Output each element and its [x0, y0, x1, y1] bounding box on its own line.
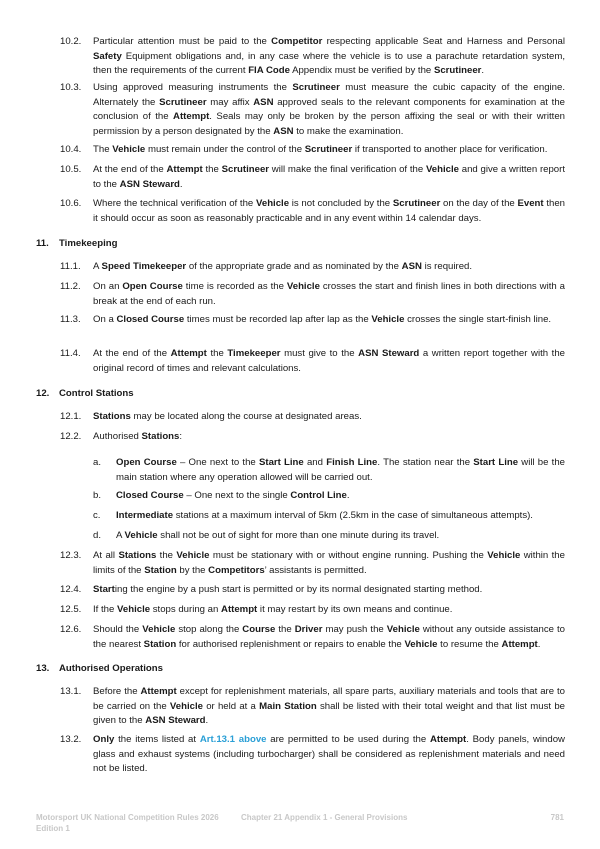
section-heading-control-stations — [36, 387, 134, 402]
text-run: time is recorded as the — [182, 281, 287, 292]
text-run: will be the main station where any operation allowed will be carried out. — [116, 457, 566, 483]
subclause-letter: a. — [93, 457, 102, 468]
section-heading-authorised-operations — [36, 662, 163, 677]
clause-number: 10.6. — [60, 198, 82, 209]
text-run: shall be listed with their total weight and that list must be given to the — [93, 700, 565, 727]
clause-text — [93, 260, 565, 275]
text-run: . The station near the — [377, 457, 474, 468]
defined-term: Vehicle — [487, 550, 521, 561]
text-run: is not concluded by the — [289, 198, 393, 209]
footer-edition: Edition 1 — [36, 824, 70, 833]
defined-term: Scrutineer — [392, 198, 441, 209]
clause-text — [93, 430, 565, 445]
defined-term: Vehicle — [112, 144, 146, 155]
subclause-text — [116, 509, 565, 524]
subclause-letter: c. — [93, 510, 101, 521]
clause-number: 12.5. — [60, 604, 82, 615]
clause-11-1 — [60, 260, 565, 275]
text-run: then it should occur as soon as reasonably practicable and in any event within 14 calendar days. — [93, 198, 566, 224]
subclause-c — [93, 509, 565, 524]
clause-text — [93, 347, 565, 376]
clause-13-2 — [60, 733, 565, 777]
text-run: crosses the single start-finish line. — [404, 314, 552, 325]
subclause-letter: b. — [93, 490, 102, 501]
footer-left — [36, 812, 219, 834]
section-number: 11. — [36, 238, 49, 249]
defined-term: Start Line — [258, 457, 304, 468]
clause-number: 12.6. — [60, 624, 82, 635]
defined-term: ASN — [253, 96, 274, 108]
text-run: may push the — [322, 624, 387, 635]
text-run: respecting applicable Seat and Harness and Personal — [322, 36, 565, 47]
text-run: shall not be out of sight for more than one minute during its travel. — [157, 530, 440, 541]
footer-chapter: Chapter 21 Appendix 1 - General Provisions — [241, 813, 408, 822]
clause-text — [93, 35, 565, 79]
text-run: A — [116, 530, 125, 541]
text-run: . Body panels, window glass and exhaust systems (including turbocharger) shall be considered as replenishment materials and need not be listed. — [93, 734, 565, 775]
text-run: – One next to the single — [183, 490, 291, 501]
defined-term: Closed Course — [116, 314, 185, 325]
defined-term: Attempt — [166, 164, 203, 175]
text-run: On a — [93, 314, 117, 325]
text-run: . Seals may only be broken by the person affixing the seal or with their written permission by a person designated by the — [93, 111, 565, 137]
clause-12-3 — [60, 549, 565, 578]
defined-term: Competitor — [271, 36, 323, 47]
defined-term: Attempt — [173, 111, 210, 123]
text-run: . — [205, 715, 209, 727]
defined-term: Open Course — [116, 457, 177, 468]
clause-number: 12.4. — [60, 584, 82, 595]
clause-11-2 — [60, 280, 565, 309]
defined-term: Vehicle — [386, 624, 420, 635]
clause-number: 11.1. — [60, 261, 81, 272]
text-run: it may restart by its own means and continue. — [257, 604, 453, 615]
defined-term: Course — [242, 624, 276, 635]
text-run: . — [537, 638, 541, 650]
subclause-d — [93, 529, 565, 544]
defined-term: Vehicle — [255, 198, 290, 209]
defined-term: Station — [143, 638, 177, 650]
clause-11-4 — [60, 347, 565, 376]
text-run: Where the technical verification of the — [93, 198, 256, 209]
text-run: If the — [93, 604, 117, 615]
text-run: The — [93, 144, 113, 155]
clause-text — [93, 410, 565, 425]
defined-term: Driver — [294, 624, 323, 635]
defined-term: Open Course — [122, 281, 183, 292]
defined-term: Scrutineer — [304, 144, 353, 155]
defined-term: Attempt — [501, 638, 538, 650]
defined-term: Vehicle — [124, 530, 158, 541]
clause-number: 11.4. — [60, 348, 81, 359]
defined-term: Intermediate — [116, 510, 174, 521]
defined-term: Attempt — [140, 686, 177, 697]
defined-term: Safety — [93, 50, 122, 62]
text-run: the — [275, 624, 295, 635]
text-run: must remain under the control of the — [145, 144, 305, 155]
text-run: At the end of the — [93, 348, 171, 359]
section-title: Timekeeping — [59, 238, 118, 249]
subclause-a — [93, 456, 565, 485]
defined-term: Stations — [93, 411, 131, 422]
defined-term: Timekeeper — [227, 348, 281, 359]
defined-term: ASN — [273, 125, 294, 137]
text-run: On an — [93, 281, 123, 292]
text-run: . — [179, 178, 183, 190]
clause-number: 10.5. — [60, 164, 82, 175]
text-run: to make the examination. — [293, 125, 404, 137]
clause-text — [93, 685, 565, 729]
defined-term: Vehicle — [142, 624, 176, 635]
text-run: crosses the start and finish lines in both directions with a break at the end of each run. — [93, 281, 565, 307]
text-run: will make the final verification of the — [269, 164, 426, 175]
clause-12-2 — [60, 430, 565, 445]
defined-term: ASN Steward — [145, 715, 206, 727]
defined-term: Start Line — [473, 457, 519, 468]
subclause-text — [116, 456, 565, 485]
defined-term: Competitors — [208, 564, 265, 576]
defined-term: Start — [93, 584, 115, 595]
text-run: must give to the — [280, 348, 359, 359]
text-run: : — [179, 431, 183, 442]
defined-term: ASN Steward — [119, 178, 180, 190]
clause-text — [93, 197, 565, 226]
clause-text — [93, 603, 565, 618]
defined-term: Attempt — [429, 734, 467, 745]
clause-text — [93, 313, 565, 328]
text-run: to resume the — [437, 638, 502, 650]
subclause-b — [93, 489, 565, 504]
clause-10-2 — [60, 35, 565, 79]
clause-10-5 — [60, 163, 565, 192]
text-run: of the appropriate grade and as nominated by the — [186, 261, 402, 272]
text-run: the — [206, 348, 228, 359]
text-run: and give a written report to the — [93, 164, 566, 190]
defined-term: Vehicle — [169, 700, 203, 712]
text-run: Before the — [93, 686, 141, 697]
clause-text — [93, 549, 565, 578]
clause-number: 12.3. — [60, 550, 82, 561]
text-run: Appendix must be verified by the — [289, 65, 434, 77]
clause-number: 10.2. — [60, 36, 82, 47]
text-run: approved seals to the relevant components for examination at the conclusion of the — [93, 96, 566, 123]
clause-12-6 — [60, 623, 565, 652]
text-run: times must be recorded lap after lap as the — [184, 314, 372, 325]
text-run: Equipment obligations and, in any case where the vehicle is to use a parachute retardation system, then the requirements of the current — [93, 50, 565, 77]
section-title: Control Stations — [59, 388, 134, 399]
section-number: 13. — [36, 663, 50, 674]
defined-term: Attempt — [170, 348, 207, 359]
clause-10-4 — [60, 143, 565, 158]
defined-term: Closed Course — [116, 490, 184, 501]
text-run: A — [93, 261, 102, 272]
text-run: Authorised — [93, 431, 142, 442]
clause-number: 13.1. — [60, 686, 82, 697]
text-run: At all — [93, 550, 119, 561]
text-run: the — [156, 550, 177, 561]
text-run: stops during an — [150, 604, 222, 615]
clause-text — [93, 163, 565, 192]
text-run: At the end of the — [93, 164, 167, 175]
defined-term: Speed Timekeeper — [101, 261, 187, 272]
defined-term: Vehicle — [286, 281, 320, 292]
defined-term: Scrutineer — [159, 96, 207, 108]
clause-10-3 — [60, 81, 565, 139]
text-run: by the — [176, 564, 209, 576]
defined-term: Scrutineer — [433, 65, 482, 77]
clause-text — [93, 81, 565, 139]
clause-11-3 — [60, 313, 565, 328]
defined-term: Vehicle — [425, 164, 460, 175]
clause-number: 10.3. — [60, 82, 82, 93]
text-run: a written report together with the original record of times and relevant calculations. — [93, 348, 566, 374]
text-run: – One next to the — [176, 457, 259, 468]
defined-term: Main Station — [259, 700, 317, 712]
defined-term: ASN — [401, 261, 422, 272]
text-run: ’ assistants is permitted. — [264, 564, 367, 576]
defined-term: Vehicle — [117, 604, 151, 615]
text-run: ing the engine by a push start is permitted or by its normal designated starting method. — [114, 584, 483, 595]
text-run: except for replenishment materials, all spare parts, auxiliary materials and tools that are to be carried on the — [93, 686, 565, 712]
text-run: without any outside assistance to the nearest — [93, 624, 565, 650]
clause-text — [93, 623, 565, 652]
text-run: Using approved measuring instruments the — [93, 82, 293, 93]
text-run: are permitted to be used during the — [266, 734, 430, 745]
defined-term: Finish Line — [326, 457, 378, 468]
footer-rulebook-title: Motorsport UK National Competition Rules 2026 — [36, 813, 219, 822]
clause-12-1 — [60, 410, 565, 425]
defined-term: Scrutineer — [292, 82, 340, 93]
defined-term: Attempt — [221, 604, 258, 615]
clause-number: 11.2. — [60, 281, 81, 292]
clause-number: 10.4. — [60, 144, 82, 155]
text-run: Should the — [93, 624, 143, 635]
text-run: the — [202, 164, 222, 175]
clause-text — [93, 143, 565, 158]
text-run: stop along the — [175, 624, 243, 635]
section-number: 12. — [36, 388, 50, 399]
section-heading-timekeeping — [36, 237, 117, 252]
text-run: or held at a — [202, 700, 260, 712]
text-run: . — [481, 65, 485, 77]
clause-12-4 — [60, 583, 565, 598]
section-title: Authorised Operations — [59, 663, 163, 674]
defined-term: Vehicle — [176, 550, 210, 561]
text-run: may affix — [206, 96, 254, 108]
clause-12-5 — [60, 603, 565, 618]
clause-number: 12.1. — [60, 411, 82, 422]
defined-term: Scrutineer — [221, 164, 270, 175]
defined-term: Stations — [141, 431, 180, 442]
clause-number: 11.3. — [60, 314, 81, 325]
text-run: for authorised replenishment or repairs to enable the — [176, 638, 405, 650]
subclause-text — [116, 529, 565, 544]
text-run: the items listed at — [114, 734, 200, 745]
subclause-text — [116, 489, 565, 504]
clause-number: 12.2. — [60, 431, 82, 442]
subclause-letter: d. — [93, 530, 102, 541]
defined-term: Only — [93, 734, 115, 745]
defined-term: Vehicle — [404, 638, 438, 650]
defined-term: FIA Code — [248, 65, 290, 77]
text-run: and — [303, 457, 327, 468]
cross-reference-link[interactable]: Art.13.1 above — [199, 734, 267, 745]
defined-term: Vehicle — [371, 314, 405, 325]
text-run: Particular attention must be paid to the — [93, 36, 272, 47]
clause-13-1 — [60, 685, 565, 729]
text-run: on the day of the — [440, 198, 518, 209]
text-run: must measure the cubic capacity of the engine. Alternately the — [93, 82, 566, 108]
defined-term: ASN Steward — [358, 348, 420, 359]
defined-term: Station — [144, 564, 177, 576]
text-run: stations at a maximum interval of 5km (2.5km in the case of simultaneous attempts). — [173, 510, 533, 521]
defined-term: Control Line — [290, 490, 347, 501]
clause-text — [93, 733, 565, 777]
text-run: if transported to another place for verification. — [352, 144, 548, 155]
footer-page-number: 781 — [550, 813, 564, 822]
clause-text — [93, 280, 565, 309]
clause-number: 13.2. — [60, 734, 82, 745]
text-run: is required. — [421, 261, 473, 272]
text-run: must be stationary with or without engine running. Pushing the — [209, 550, 488, 561]
defined-term: Stations — [118, 550, 157, 561]
text-run: within the limits of the — [93, 550, 565, 576]
text-run: . — [346, 490, 350, 501]
clause-10-6 — [60, 197, 565, 226]
text-run: may be located along the course at designated areas. — [130, 411, 362, 422]
clause-text — [93, 583, 565, 598]
defined-term: Event — [517, 198, 544, 209]
